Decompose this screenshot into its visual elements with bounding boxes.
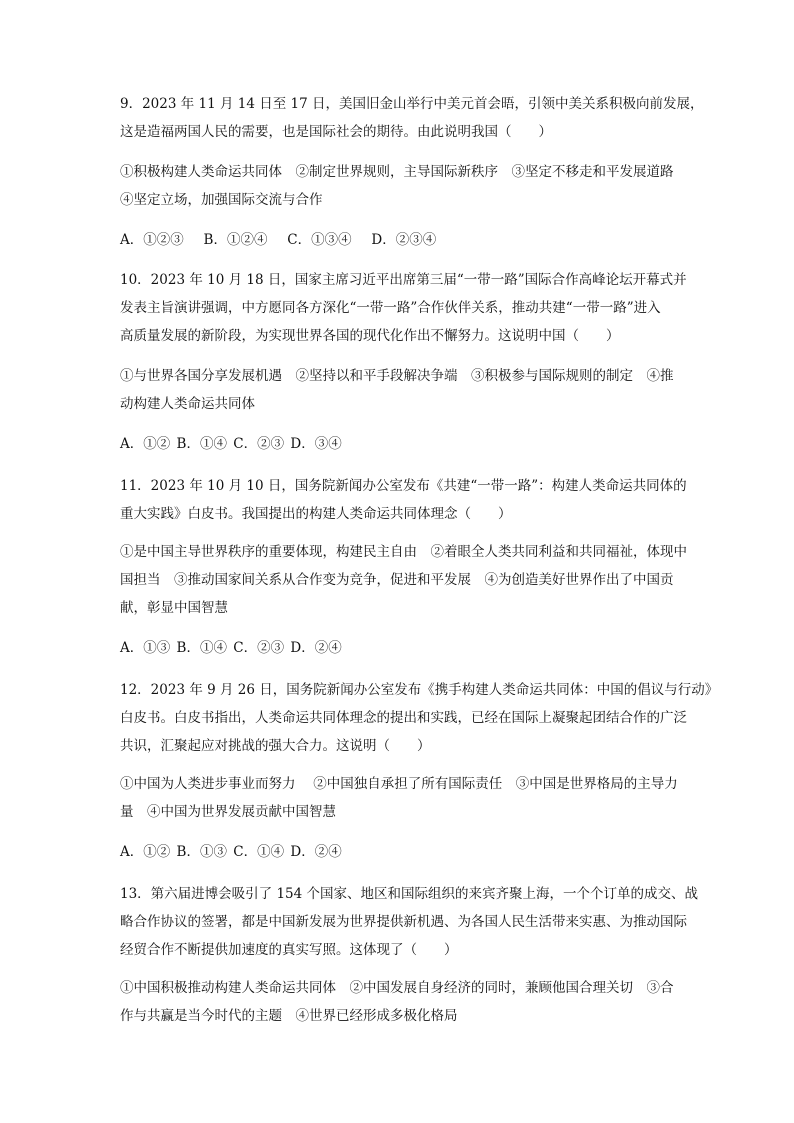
option-line: ①中国积极推动构建人类命运共同体 ②中国发展自身经济的同时，兼顾他国合理关切 ③合 bbox=[120, 980, 674, 996]
stem-line: 共识，汇聚起应对挑战的强大合力。这说明（ ） bbox=[120, 738, 431, 754]
option-line: 动构建人类命运共同体 bbox=[120, 396, 255, 412]
stem-line: 13．第六届进博会吸引了 154 个国家、地区和国际组织的来宾齐聚上海，一个个订单的成交、战 bbox=[120, 886, 699, 902]
stem-line: 发表主旨演讲强调，中方愿同各方深化“一带一路”合作伙伴关系，推动共建“一带一路”进入 bbox=[120, 300, 661, 316]
question-13-options bbox=[120, 974, 720, 1030]
option-line: ④坚定立场，加强国际交流与合作 bbox=[120, 192, 323, 208]
stem-line: 重大实践》白皮书。我国提出的构建人类命运共同体理念（ ） bbox=[120, 506, 512, 522]
question-10-answers: A．①② B．①④ C．②③ D．③④ bbox=[120, 436, 342, 452]
question-10-options bbox=[120, 362, 720, 418]
stem-line: 12．2023 年 9 月 26 日，国务院新闻办公室发布《携手构建人类命运共同体：中国的倡议与行动》 bbox=[120, 682, 719, 698]
question-10-stem bbox=[120, 266, 700, 350]
question-11-options bbox=[120, 538, 720, 622]
question-12-options bbox=[120, 770, 720, 826]
stem-line: 这是造福两国人民的需要，也是国际社会的期待。由此说明我国（ ） bbox=[120, 124, 552, 140]
stem-line: 10．2023 年 10 月 18 日，国家主席习近平出席第三届“一带一路”国际合作高峰论坛开幕式并 bbox=[120, 272, 687, 288]
option-line: ①中国为人类进步事业而努力 ②中国独自承担了所有国际责任 ③中国是世界格局的主导力 bbox=[120, 776, 678, 792]
question-9-answers: A．①②③ B．①②④ C．①③④ D．②③④ bbox=[120, 232, 437, 248]
option-line: 作与共赢是当今时代的主题 ④世界已经形成多极化格局 bbox=[120, 1008, 458, 1024]
stem-line: 白皮书。白皮书指出，人类命运共同体理念的提出和实践，已经在国际上凝聚起团结合作的广泛 bbox=[120, 710, 687, 726]
question-9-options bbox=[120, 158, 720, 214]
stem-line: 略合作协议的签署，都是中国新发展为世界提供新机遇、为各国人民生活带来实惠、为推动国际 bbox=[120, 914, 687, 930]
option-line: ①与世界各国分享发展机遇 ②坚持以和平手段解决争端 ③积极参与国际规则的制定 ④推 bbox=[120, 368, 674, 384]
question-11-answers: A．①③ B．①④ C．②③ D．②④ bbox=[120, 640, 342, 656]
question-11-stem bbox=[120, 472, 700, 528]
option-line: 国担当 ③推动国家间关系从合作变为竞争，促进和平发展 ④为创造美好世界作出了中国贡 bbox=[120, 572, 674, 588]
stem-line: 9．2023 年 11 月 14 日至 17 日，美国旧金山举行中美元首会晤，引领中美关系积极向前发展， bbox=[120, 96, 704, 112]
question-13-stem bbox=[120, 880, 700, 964]
option-line: 献，彰显中国智慧 bbox=[120, 600, 228, 616]
option-line: 量 ④中国为世界发展贡献中国智慧 bbox=[120, 804, 336, 820]
stem-line: 高质量发展的新阶段，为实现世界各国的现代化作出不懈努力。这说明中国（ ） bbox=[120, 328, 620, 344]
question-9-stem bbox=[120, 90, 704, 146]
option-line: ①积极构建人类命运共同体 ②制定世界规则，主导国际新秩序 ③坚定不移走和平发展道路 bbox=[120, 164, 674, 180]
option-line: ①是中国主导世界秩序的重要体现，构建民主自由 ②着眼全人类共同利益和共同福祉，体现中 bbox=[120, 544, 687, 560]
question-12-answers: A．①② B．①③ C．①④ D．②④ bbox=[120, 844, 342, 860]
stem-line: 经贸合作不断提供加速度的真实写照。这体现了（ ） bbox=[120, 942, 458, 958]
stem-line: 11．2023 年 10 月 10 日，国务院新闻办公室发布《共建“一带一路”：构建人类命运共同体的 bbox=[120, 478, 687, 494]
question-12-stem bbox=[120, 676, 719, 760]
